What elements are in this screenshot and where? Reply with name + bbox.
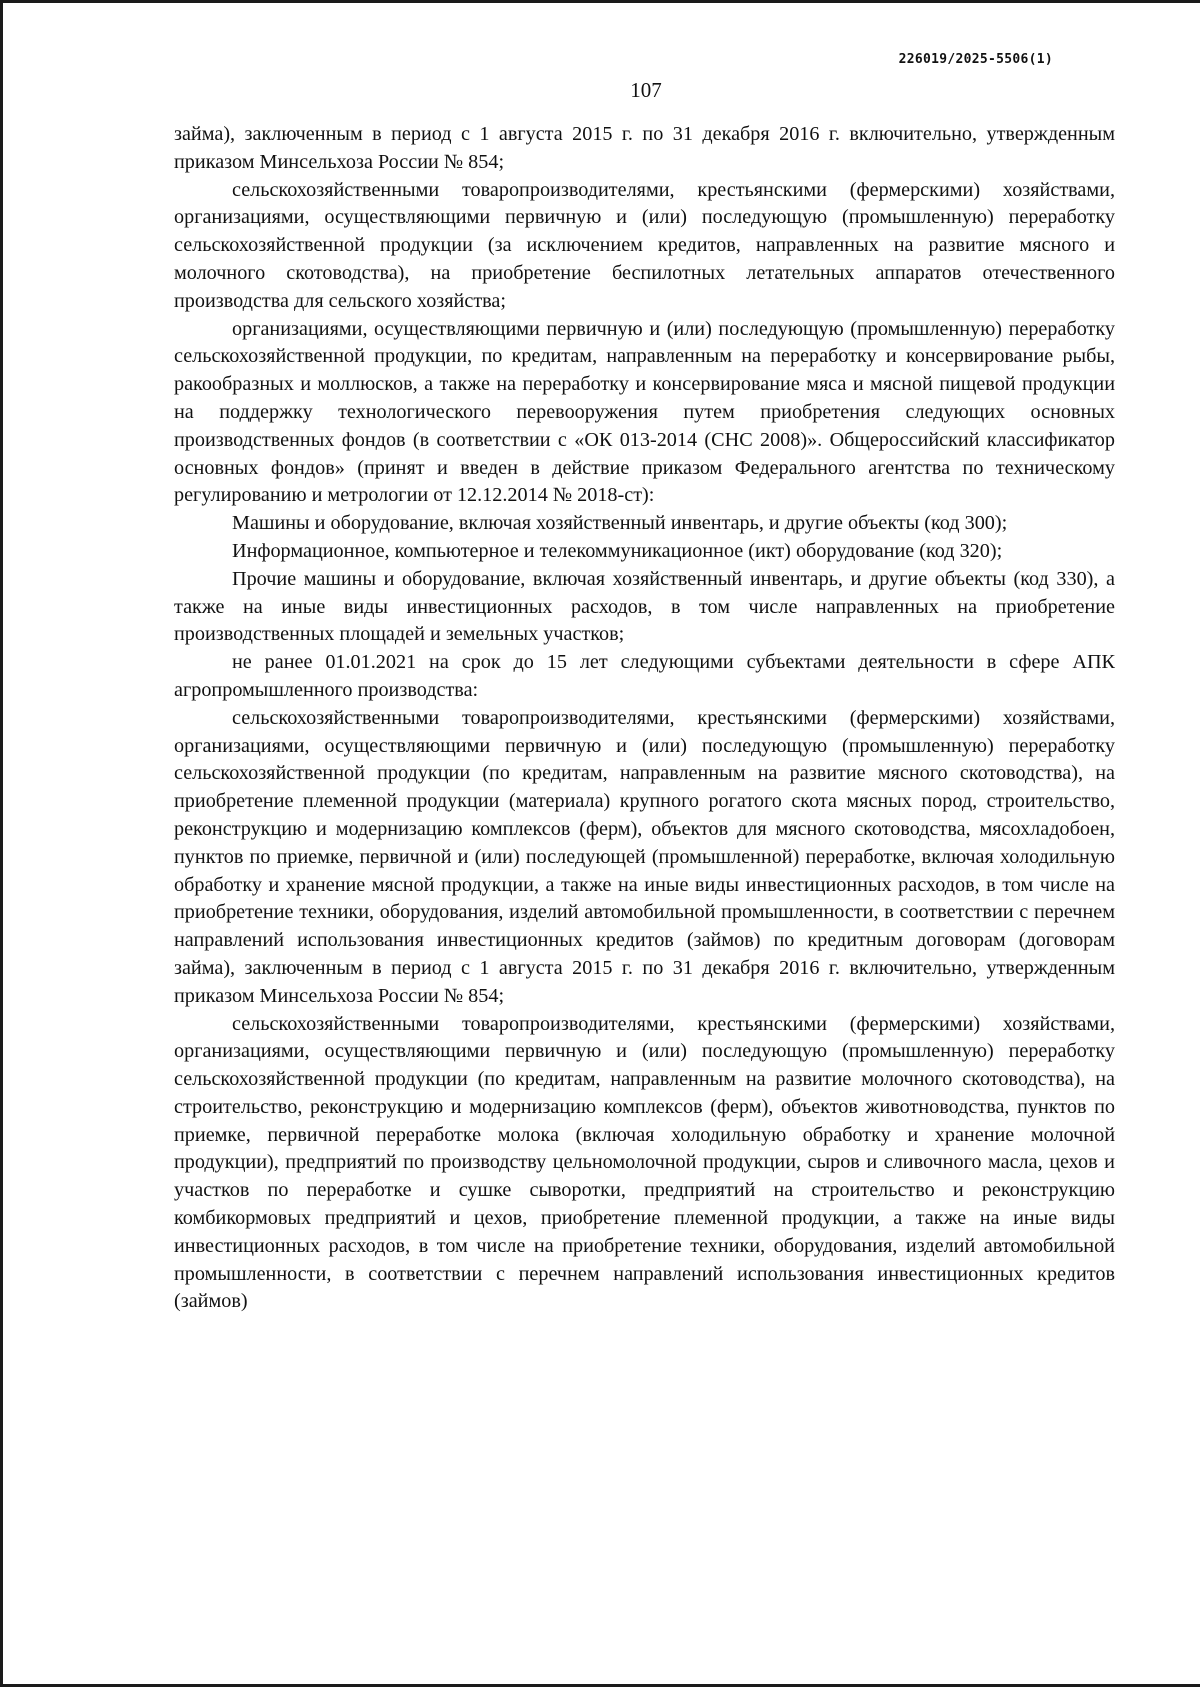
- paragraph-6: Прочие машины и оборудование, включая хозяйственный инвентарь, и другие объекты (код 330), а также на иные виды инвестиционных расходов, в том числе направленных на приобретение производственных площадей и земельных участков;: [174, 567, 1115, 646]
- document-body: [174, 121, 1115, 1316]
- paragraph-3: организациями, осуществляющими первичную и (или) последующую (промышленную) переработку сельскохозяйственной продукции, по кредитам, направленным на переработку и консервирование рыбы, ракообразных и моллюсков, а также на переработку и консервирование мяса и мясной пищевой продукции на поддержку технологического перевооружения путем приобретения следующих основных производственных фондов (в соответствии с «ОК 013-2014 (СНС 2008)». Общероссийский классификатор основных фондов» (принят и введен в действие приказом Федерального агентства по техническому регулированию и метрологии от 12.12.2014 № 2018-ст):: [174, 317, 1115, 507]
- paragraph-8: сельскохозяйственными товаропроизводителями, крестьянскими (фермерскими) хозяйствами, организациями, осуществляющими первичную и (или) последующую (промышленную) переработку сельскохозяйственной продукции (по кредитам, направленным на развитие мясного скотоводства), на приобретение племенной продукции (материала) крупного рогатого скота мясных пород, строительство, реконструкцию и модернизацию комплексов (ферм), объектов для мясного скотоводства, мясохладобоен, пунктов по приемке, первичной и (или) последующей (промышленной) переработке, включая холодильную обработку и хранение мясной продукции, а также на иные виды инвестиционных расходов, в том числе на приобретение техники, оборудования, изделий автомобильной промышленности, в соответствии с перечнем направлений использования инвестиционных кредитов (займов) по кредитным договорам (договорам займа), заключенным в период с 1 августа 2015 г. по 31 декабря 2016 г. включительно, утвержденным приказом Минсельхоза России № 854;: [174, 706, 1115, 1007]
- document-id: 226019/2025-5506(1): [898, 52, 1053, 67]
- page-number: 107: [630, 78, 662, 102]
- paragraph-7: не ранее 01.01.2021 на срок до 15 лет следующими субъектами деятельности в сфере АПК агропромышленного производства:: [174, 651, 1115, 701]
- paragraph-1: займа), заключенным в период с 1 августа 2015 г. по 31 декабря 2016 г. включительно, утвержденным приказом Минсельхоза России № 854;: [174, 123, 1115, 173]
- paragraph-5: Информационное, компьютерное и телекоммуникационное (икт) оборудование (код 320);: [232, 539, 1003, 562]
- paragraph-9: сельскохозяйственными товаропроизводителями, крестьянскими (фермерскими) хозяйствами, организациями, осуществляющими первичную и (или) последующую (промышленную) переработку сельскохозяйственной продукции (по кредитам, направленным на развитие молочного скотоводства), на строительство, реконструкцию и модернизацию комплексов (ферм), объектов животноводства, пунктов по приемке, первичной переработке молока (включая холодильную обработку и хранение молочной продукции), предприятий по производству цельномолочной продукции, сыров и сливочного масла, цехов и участков по переработке и сушке сыворотки, предприятий на строительство и реконструкцию комбикормовых предприятий и цехов, приобретение племенной продукции, а также на иные виды инвестиционных расходов, в том числе на приобретение техники, оборудования, изделий автомобильной промышленности, в соответствии с перечнем направлений использования инвестиционных кредитов (займов): [174, 1012, 1115, 1313]
- paragraph-4: Машины и оборудование, включая хозяйственный инвентарь, и другие объекты (код 300);: [232, 512, 1008, 535]
- paragraph-2: сельскохозяйственными товаропроизводителями, крестьянскими (фермерскими) хозяйствами, организациями, осуществляющими первичную и (или) последующую (промышленную) переработку сельскохозяйственной продукции (за исключением кредитов, направленных на развитие мясного и молочного скотоводства), на приобретение беспилотных летательных аппаратов отечественного производства для сельского хозяйства;: [174, 178, 1115, 312]
